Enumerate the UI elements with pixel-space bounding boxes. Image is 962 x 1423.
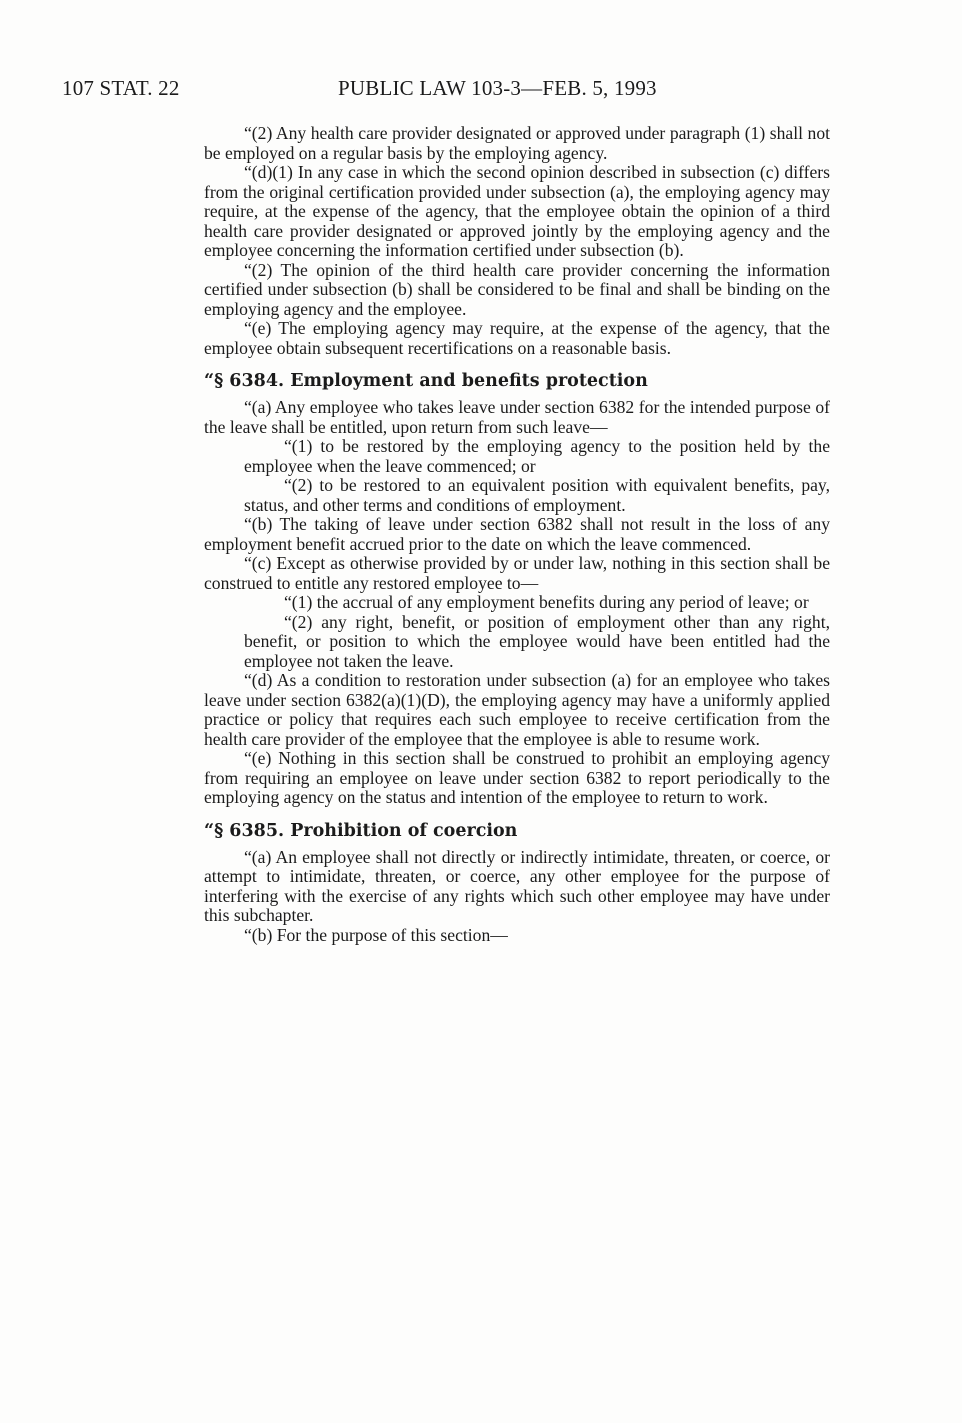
paragraph: “(a) Any employee who takes leave under section 6382 for the intended purpose of the leave shall be entitled, upon return from such leave—	[204, 397, 830, 437]
subparagraph: “(2) any right, benefit, or position of employment other than any right, benefit, or position to which the employee would have been entitled had the employee not taken the leave.	[244, 611, 830, 671]
paragraph: “(e) Nothing in this section shall be construed to prohibit an employing agency from requiring an employee on leave under section 6382 to report periodically to the employing agency on the status and intention of the employee to return to work.	[204, 748, 830, 807]
page-number: 107 STAT. 22	[62, 76, 180, 100]
paragraph: “(d)(1) In any case in which the second opinion described in subsection (c) differs from the original certification provided under subsection (a), the employing agency may require, at the expense of the agency, that the employee obtain the opinion of a third health care provider designated or approved jointly by the employing agency and the employee concerning the information certified under subsection (b).	[204, 162, 830, 260]
paragraph: “(2) The opinion of the third health care provider concerning the information certified under subsection (b) shall be considered to be final and shall be binding on the employing agency and the employee.	[204, 259, 830, 319]
subparagraph: “(1) to be restored by the employing agency to the position held by the employee when the leave commenced; or	[244, 436, 830, 476]
paragraph: “(c) Except as otherwise provided by or under law, nothing in this section shall be construed to entitle any restored employee to—	[204, 553, 830, 593]
section-heading-6384: “§ 6384. Employment and benefits protection	[204, 371, 648, 391]
paragraph: “(b) The taking of leave under section 6382 shall not result in the loss of any employment benefit accrued prior to the date on which the leave commenced.	[204, 514, 830, 554]
subparagraph: “(1) the accrual of any employment benefits during any period of leave; or	[284, 592, 809, 612]
paragraph: “(e) The employing agency may require, at the expense of the agency, that the employee obtain subsequent recertifications on a reasonable basis.	[204, 318, 830, 358]
paragraph: “(b) For the purpose of this section—	[244, 924, 508, 945]
paragraph: “(a) An employee shall not directly or indirectly intimidate, threaten, or coerce, or attempt to intimidate, threaten, or coerce, any other employee for the purpose of interfering with the exercise of any rights which such other employee may have under this subchapter.	[204, 846, 830, 925]
statute-text	[204, 124, 830, 945]
section-heading-6385: “§ 6385. Prohibition of coercion	[204, 820, 518, 841]
paragraph: “(2) Any health care provider designated or approved under paragraph (1) shall not be employed on a regular basis by the employing agency.	[204, 123, 830, 163]
running-head	[62, 76, 702, 104]
paragraph: “(d) As a condition to restoration under subsection (a) for an employee who takes leave under section 6382(a)(1)(D), the employing agency may have a uniformly applied practice or policy that requires each such employee to receive certification from the health care provider of the employee that the employee is able to resume work.	[204, 670, 830, 749]
subparagraph: “(2) to be restored to an equivalent position with equivalent benefits, pay, status, and other terms and conditions of employment.	[244, 475, 830, 515]
law-title: PUBLIC LAW 103-3—FEB. 5, 1993	[338, 76, 657, 100]
